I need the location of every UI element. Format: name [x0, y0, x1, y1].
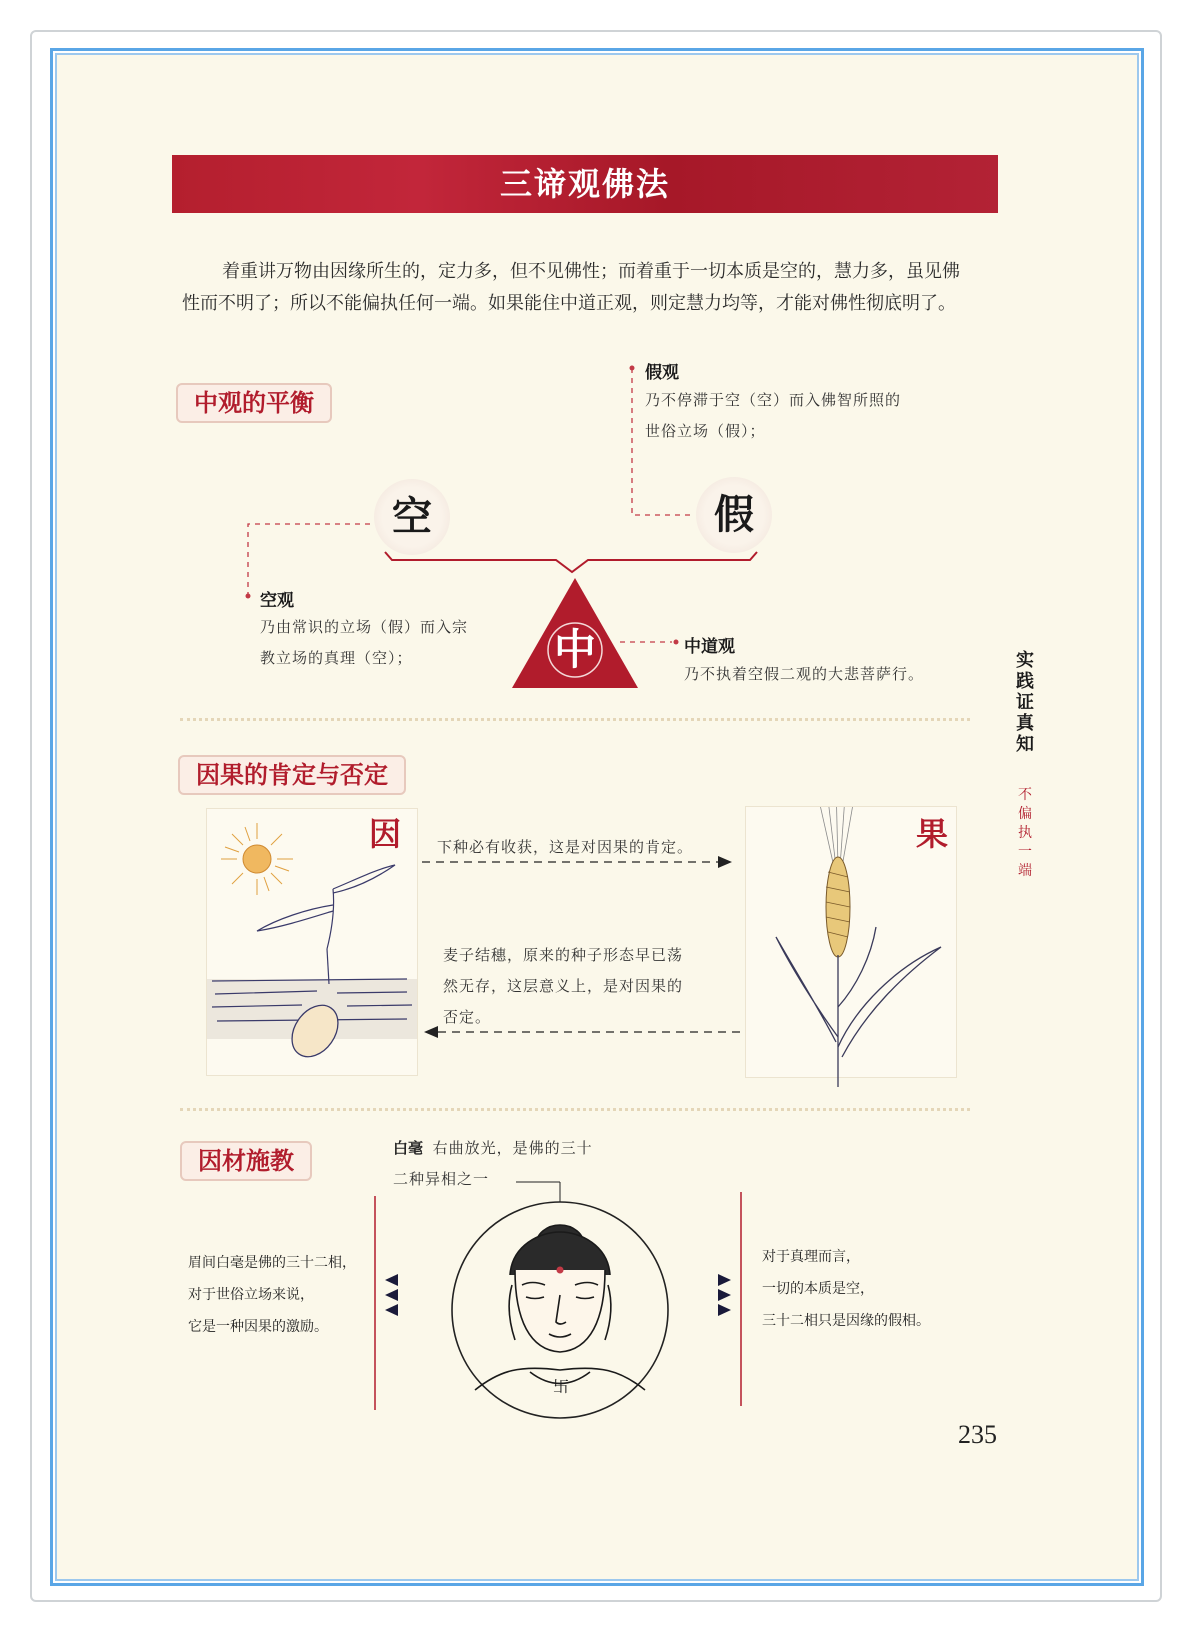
right-line-1: 对于真理而言， — [762, 1249, 860, 1265]
negate-line-2: 然无存，这层意义上，是对因果的 — [443, 977, 684, 995]
baihao-label: 白毫 — [393, 1139, 424, 1157]
baihao-desc-1: 右曲放光，是佛的三十 — [432, 1139, 593, 1157]
right-line-2: 一切的本质是空， — [762, 1281, 874, 1297]
left-line-2: 对于世俗立场来说， — [188, 1287, 314, 1303]
right-line-3: 三十二相只是因缘的假相。 — [762, 1313, 930, 1329]
left-arrowheads — [385, 1274, 398, 1316]
baihao-mark — [557, 1267, 564, 1274]
jia-label: 假观 — [645, 363, 679, 383]
kong-circle: 空 — [374, 479, 450, 555]
jia-desc-line-1: 乃不停滞于空（空）而入佛智所照的 — [645, 391, 902, 409]
zhong-desc: 乃不执着空假二观的大悲菩萨行。 — [684, 665, 925, 683]
negate-line-1: 麦子结穗，原来的种子形态早已荡 — [443, 946, 684, 964]
swastika-symbol: 卐 — [553, 1377, 570, 1396]
affirm-text: 下种必有收获，这是对因果的肯定。 — [437, 838, 694, 856]
jia-circle: 假 — [696, 477, 772, 553]
jia-desc-line-2: 世俗立场（假）； — [645, 422, 766, 440]
kong-label: 空观 — [260, 591, 294, 611]
effect-char: 果 — [916, 815, 949, 853]
cause-char: 因 — [369, 815, 402, 853]
negate-line-3: 否定。 — [443, 1008, 492, 1026]
intro-text: 着重讲万物由因缘所生的，定力多，但不见佛性；而着重于一切本质是空的，慧力多，虽见佛性而不明了；所以不能偏执任何一端。如果能住中道正观，则定慧力均等，才能对佛性彻底明了。 — [182, 261, 960, 314]
left-line-3: 它是一种因果的激励。 — [188, 1319, 328, 1335]
section-title-balance: 中观的平衡 — [176, 383, 332, 423]
section-title-teaching: 因材施教 — [180, 1141, 312, 1181]
page-title: 三谛观佛法 — [499, 165, 670, 203]
baihao-desc-2: 二种异相之一 — [393, 1170, 490, 1188]
kong-desc-line-1: 乃由常识的立场（假）而入宗 — [260, 618, 469, 636]
zhong-label: 中道观 — [684, 637, 735, 657]
right-explanation — [762, 1241, 930, 1337]
side-subtitle-text: 不偏执一端 — [1018, 787, 1032, 879]
left-line-1: 眉间白毫是佛的三十二相， — [188, 1255, 356, 1271]
left-explanation — [188, 1247, 356, 1343]
kong-desc-line-2: 教立场的真理（空）； — [260, 649, 413, 667]
right-arrowheads — [718, 1274, 731, 1316]
page-number: 235 — [958, 1420, 997, 1449]
zhong-char: 中 — [553, 625, 596, 674]
section-title-cause-effect: 因果的肯定与否定 — [178, 755, 406, 795]
side-title-text: 实践证真知 — [1016, 650, 1034, 755]
